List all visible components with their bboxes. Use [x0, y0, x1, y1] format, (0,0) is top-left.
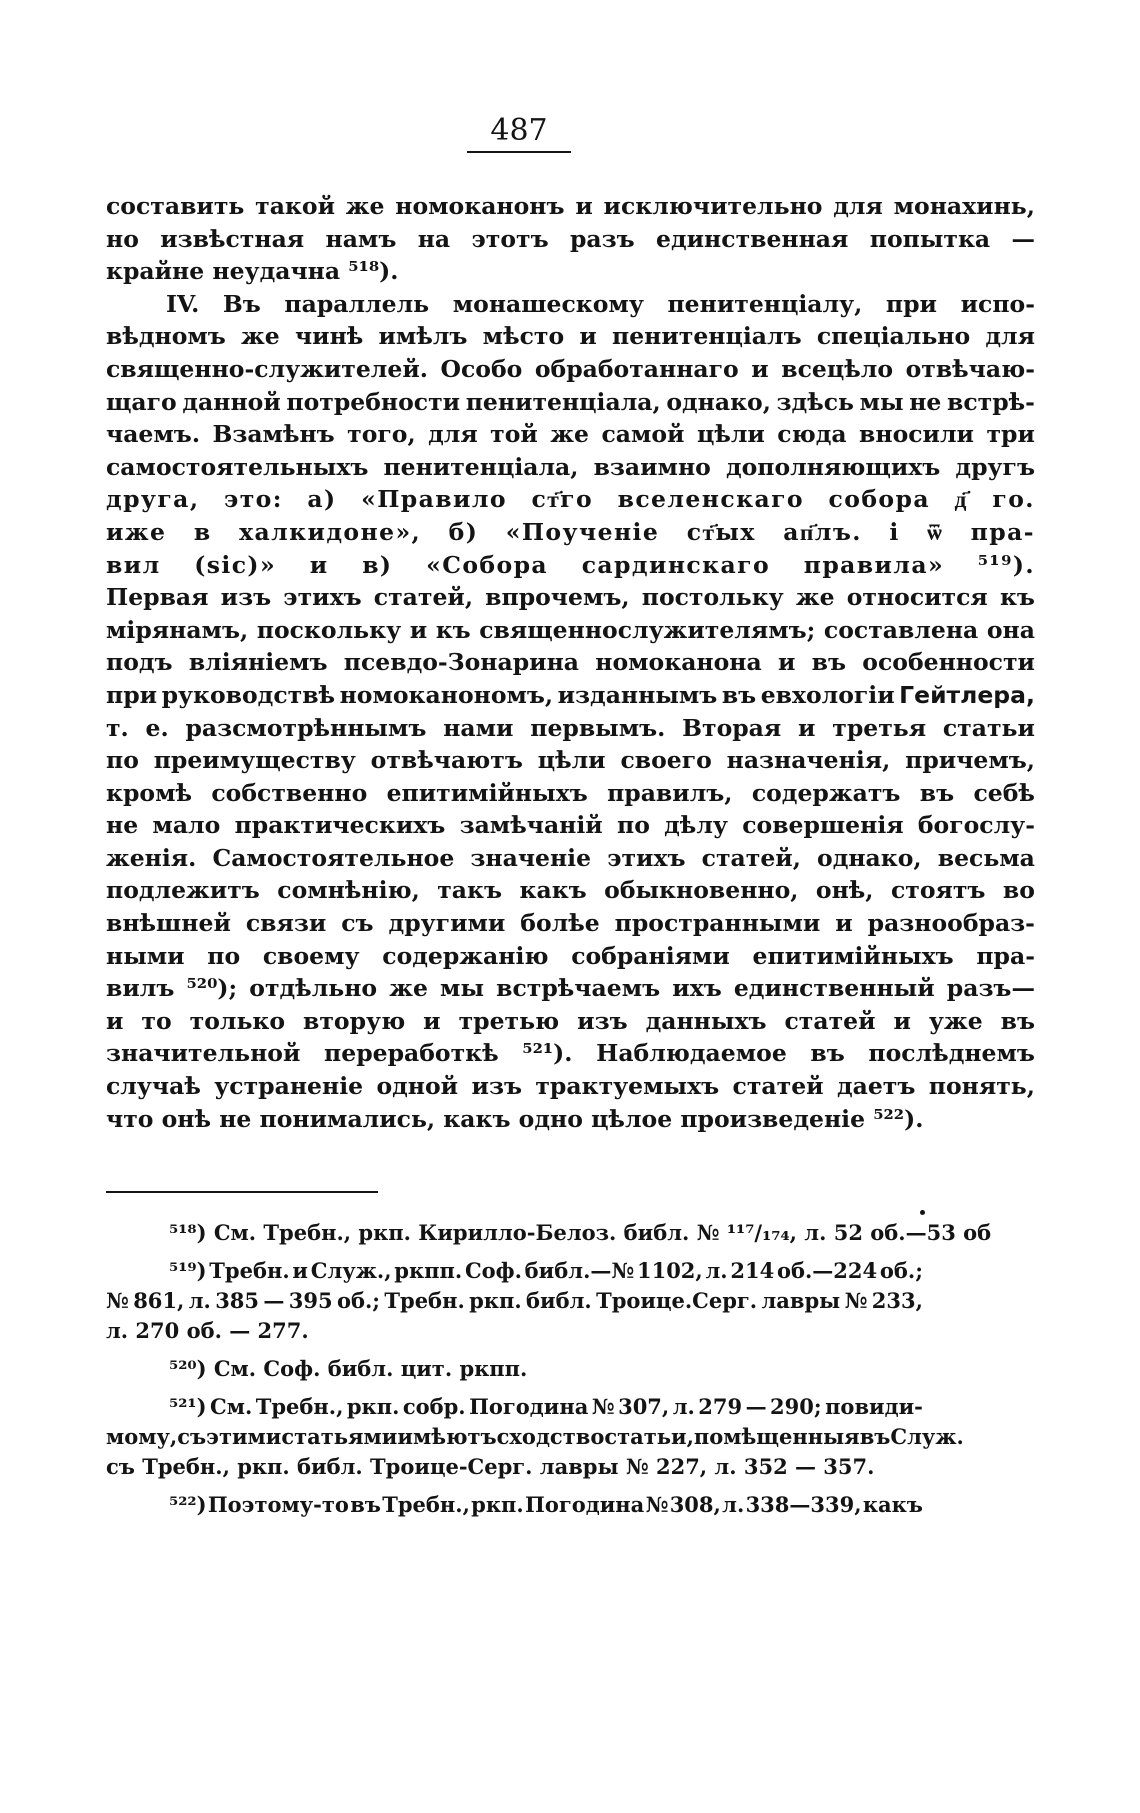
text-line: подъ вліяніемъ псевдо-Зонарина номоканона и въ особенности: [106, 648, 1035, 677]
text-line: священно-служителей. Особо обработаннаго и всецѣло отвѣчаю-: [106, 354, 1035, 383]
text-line: и то только вторую и третью изъ данныхъ статей и уже въ: [106, 1006, 1035, 1035]
footnote-519-line: № 861, л. 385 — 395 об.; Требн. ркп. библ. Троице.Серг. лавры № 233,: [106, 1288, 923, 1313]
text-line: внѣшней связи съ другими болѣе пространными и разнообраз-: [106, 909, 1035, 938]
text-line: крайне неудачна ⁵¹⁸).: [106, 257, 399, 286]
text-line: ными по своему содержанію собраніями епитимійныхъ пра-: [106, 941, 1035, 970]
text-line: щаго данной потребности пенитенціала, однако, здѣсь мы не встрѣ-: [106, 387, 1035, 416]
text-line: вѣдномъ же чинѣ имѣлъ мѣсто и пенитенціалъ спеціально для: [106, 322, 1035, 351]
text-line: иже в халкидоне», б) «Поученіе ст҃ых ап҃лъ. і ѿ пра-: [106, 517, 1035, 546]
text-line: при руководствѣ номоканономъ, изданнымъ въ евхологіи Гейтлера,: [106, 680, 1035, 709]
text-line: мірянамъ, поскольку и къ священнослужителямъ; составлена она: [106, 615, 1035, 644]
ink-dot: [920, 1210, 925, 1215]
footnotes: [106, 1218, 992, 1520]
text-line: значительной переработкѣ ⁵²¹). Наблюдаемое въ послѣднемъ: [106, 1039, 1035, 1068]
footnote-519-line: л. 270 об. — 277.: [106, 1318, 309, 1343]
text-line: женія. Самостоятельное значеніе этихъ статей, однако, весьма: [106, 843, 1035, 872]
text-line: вилъ ⁵²⁰); отдѣльно же мы встрѣчаемъ ихъ единственный разъ—: [106, 974, 1035, 1003]
text-line: по преимуществу отвѣчаютъ цѣли своего назначенія, причемъ,: [106, 746, 1035, 775]
text-line: друга, это: а) «Правило ст҃го вселенскаго собора д҃ го.: [106, 485, 1035, 514]
footnote-521-line: мому, съ этими статьями имѣютъ сходство статьи, помѣщенныя въ Служ.: [106, 1424, 964, 1449]
page-number: 487: [467, 113, 571, 153]
footnote-521-line: съ Требн., ркп. библ. Троице-Серг. лавры № 227, л. 352 — 357.: [106, 1454, 875, 1479]
text-line: чаемъ. Взамѣнъ того, для той же самой цѣли сюда вносили три: [106, 420, 1035, 449]
footnote-522: ⁵²²) Поэтому-то въ Требн., ркп. Погодина № 308, л. 338—339, какъ: [169, 1492, 923, 1517]
text-line: но извѣстная намъ на этотъ разъ единственная попытка —: [106, 224, 1035, 253]
text-line: вил (sic)» и в) «Собора сардинскаго правила» ⁵¹⁹).: [106, 550, 1035, 579]
footnote-521: ⁵²¹) См. Требн., ркп. собр. Погодина № 307, л. 279 — 290; повиди-: [169, 1394, 923, 1419]
text-line: Первая изъ этихъ статей, впрочемъ, постольку же относится къ: [106, 583, 1035, 612]
footnote-separator: [106, 1191, 378, 1193]
text-line: самостоятельныхъ пенитенціала, взаимно дополняющихъ другъ: [106, 452, 1035, 481]
text-line: составить такой же номоканонъ и исключительно для монахинь,: [106, 192, 1035, 220]
body-text: [106, 190, 1035, 1135]
text-line: кромѣ собственно епитимійныхъ правилъ, содержатъ въ себѣ: [106, 778, 1035, 807]
footnote-518: ⁵¹⁸) См. Требн., ркп. Кирилло-Белоз. библ. № ¹¹⁷/₁₇₄, л. 52 об.—53 об: [169, 1220, 992, 1245]
footnote-519: ⁵¹⁹) Требн. и Служ., ркпп. Соф. библ.—№ 1102, л. 214 об.—224 об.;: [169, 1258, 923, 1283]
text-line: IV. Въ параллель монашескому пенитенціалу, при испо-: [166, 289, 1035, 318]
text-line: т. е. разсмотрѣннымъ нами первымъ. Вторая и третья статьи: [106, 713, 1035, 742]
footnote-520: ⁵²⁰) См. Соф. библ. цит. ркпп.: [169, 1356, 528, 1381]
text-line: подлежитъ сомнѣнію, такъ какъ обыкновенно, онѣ, стоятъ во: [106, 876, 1035, 905]
text-line: не мало практическихъ замѣчаній по дѣлу совершенія богослу-: [106, 811, 1035, 840]
text-line: что онѣ не понимались, какъ одно цѣлое произведеніе ⁵²²).: [106, 1104, 924, 1133]
text-line: случаѣ устраненіе одной изъ трактуемыхъ статей даетъ понять,: [106, 1072, 1035, 1101]
